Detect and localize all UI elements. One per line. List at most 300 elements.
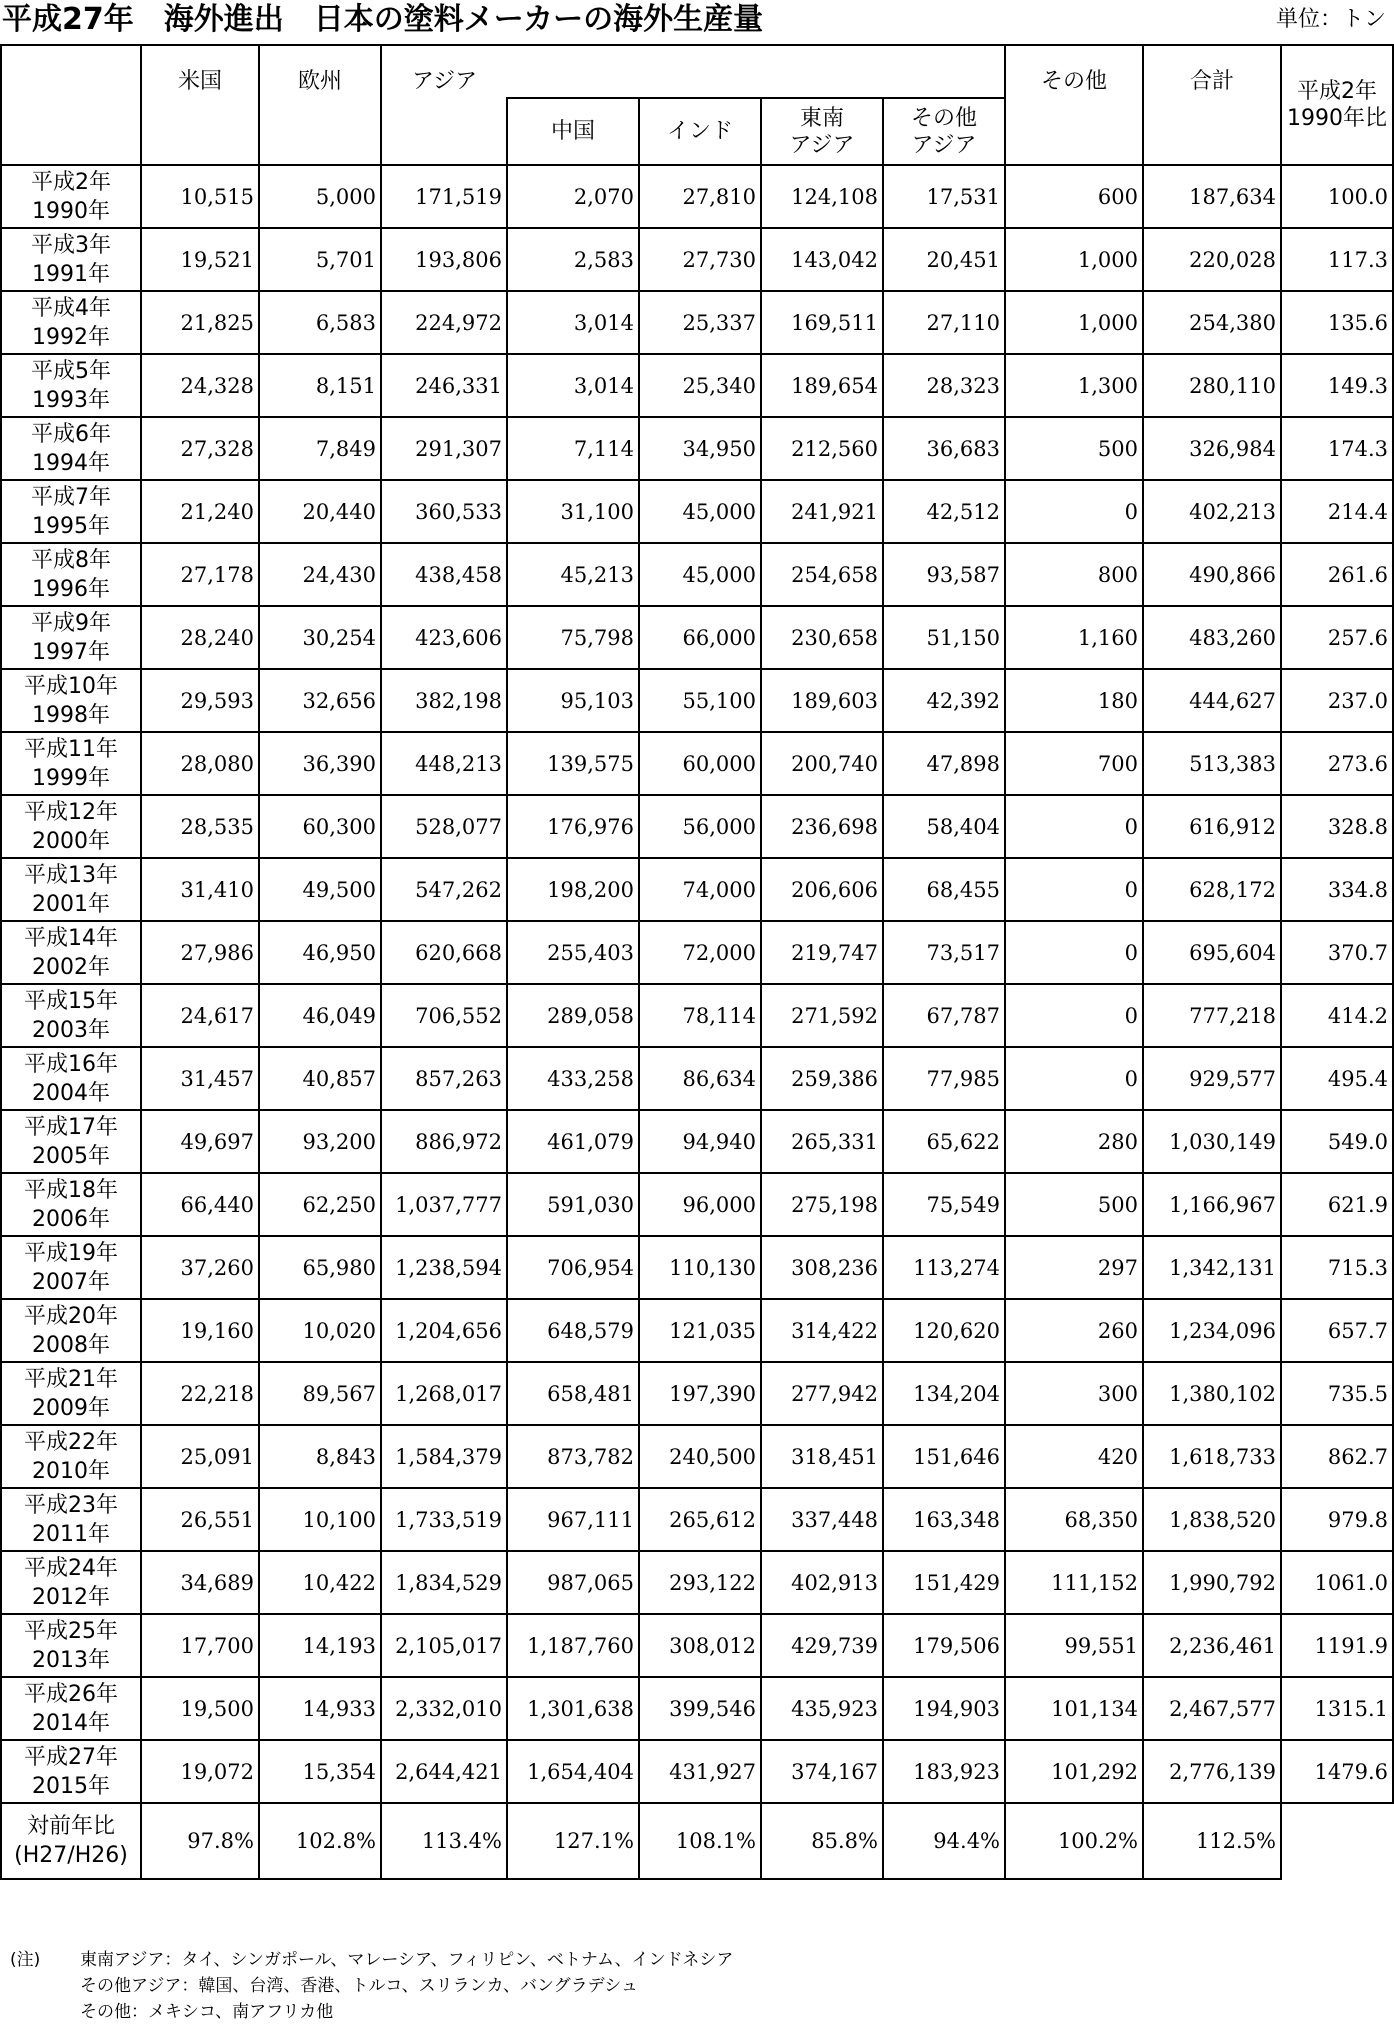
value-cell: 25,340 bbox=[639, 354, 761, 417]
year-label: 1996年 bbox=[32, 576, 110, 602]
era-label: 平成5年 bbox=[31, 358, 111, 384]
year-cell bbox=[1, 1551, 141, 1614]
value-cell: 120,620 bbox=[883, 1299, 1005, 1362]
value-cell: 75,549 bbox=[883, 1173, 1005, 1236]
value-cell: 1,000 bbox=[1005, 228, 1143, 291]
value-cell: 224,972 bbox=[381, 291, 507, 354]
header-oasia-line2: アジア bbox=[911, 132, 977, 158]
value-cell: 800 bbox=[1005, 543, 1143, 606]
yoy-row bbox=[1, 1803, 1393, 1879]
table-row bbox=[1, 732, 1393, 795]
value-cell: 10,020 bbox=[259, 1299, 381, 1362]
value-cell: 30,254 bbox=[259, 606, 381, 669]
year-label: 2007年 bbox=[32, 1269, 110, 1295]
era-label: 平成22年 bbox=[24, 1429, 118, 1455]
value-cell: 1,204,656 bbox=[381, 1299, 507, 1362]
year-label: 1999年 bbox=[32, 765, 110, 791]
value-cell: 151,646 bbox=[883, 1425, 1005, 1488]
value-cell: 19,160 bbox=[141, 1299, 259, 1362]
value-cell: 163,348 bbox=[883, 1488, 1005, 1551]
table-row bbox=[1, 543, 1393, 606]
value-cell: 246,331 bbox=[381, 354, 507, 417]
value-cell: 220,028 bbox=[1143, 228, 1281, 291]
header-asia-spacer bbox=[381, 98, 507, 165]
table-row bbox=[1, 228, 1393, 291]
value-cell: 171,519 bbox=[381, 165, 507, 228]
value-cell: 423,606 bbox=[381, 606, 507, 669]
value-cell: 51,150 bbox=[883, 606, 1005, 669]
value-cell: 62,250 bbox=[259, 1173, 381, 1236]
year-cell bbox=[1, 1173, 141, 1236]
value-cell: 370.7 bbox=[1281, 921, 1393, 984]
value-cell: 0 bbox=[1005, 795, 1143, 858]
unit-label: 単位：トン bbox=[1275, 7, 1386, 32]
value-cell: 174.3 bbox=[1281, 417, 1393, 480]
value-cell: 5,701 bbox=[259, 228, 381, 291]
value-cell: 68,455 bbox=[883, 858, 1005, 921]
header-china: 中国 bbox=[507, 98, 639, 165]
value-cell: 111,152 bbox=[1005, 1551, 1143, 1614]
value-cell: 75,798 bbox=[507, 606, 639, 669]
era-label: 平成15年 bbox=[24, 988, 118, 1014]
value-cell: 25,091 bbox=[141, 1425, 259, 1488]
value-cell: 695,604 bbox=[1143, 921, 1281, 984]
year-label: 2001年 bbox=[32, 891, 110, 917]
value-cell: 862.7 bbox=[1281, 1425, 1393, 1488]
value-cell: 328.8 bbox=[1281, 795, 1393, 858]
value-cell: 549.0 bbox=[1281, 1110, 1393, 1173]
value-cell: 46,049 bbox=[259, 984, 381, 1047]
table-row bbox=[1, 1740, 1393, 1803]
year-label: 2011年 bbox=[32, 1521, 110, 1547]
year-cell bbox=[1, 1425, 141, 1488]
value-cell: 1191.9 bbox=[1281, 1614, 1393, 1677]
value-cell: 2,583 bbox=[507, 228, 639, 291]
year-cell bbox=[1, 480, 141, 543]
value-cell: 0 bbox=[1005, 921, 1143, 984]
value-cell: 17,531 bbox=[883, 165, 1005, 228]
value-cell: 0 bbox=[1005, 858, 1143, 921]
value-cell: 27,178 bbox=[141, 543, 259, 606]
production-table bbox=[0, 44, 1394, 1880]
value-cell: 1,268,017 bbox=[381, 1362, 507, 1425]
value-cell: 73,517 bbox=[883, 921, 1005, 984]
year-cell bbox=[1, 606, 141, 669]
table-row bbox=[1, 1362, 1393, 1425]
value-cell: 271,592 bbox=[761, 984, 883, 1047]
value-cell: 187,634 bbox=[1143, 165, 1281, 228]
value-cell: 10,100 bbox=[259, 1488, 381, 1551]
value-cell: 240,500 bbox=[639, 1425, 761, 1488]
value-cell: 99,551 bbox=[1005, 1614, 1143, 1677]
value-cell: 96,000 bbox=[639, 1173, 761, 1236]
value-cell: 2,644,421 bbox=[381, 1740, 507, 1803]
era-label: 平成10年 bbox=[24, 673, 118, 699]
header-other: その他 bbox=[1005, 45, 1143, 165]
era-label: 平成14年 bbox=[24, 925, 118, 951]
value-cell: 3,014 bbox=[507, 291, 639, 354]
value-cell: 500 bbox=[1005, 417, 1143, 480]
value-cell: 254,380 bbox=[1143, 291, 1281, 354]
value-cell: 2,332,010 bbox=[381, 1677, 507, 1740]
era-label: 平成3年 bbox=[31, 232, 111, 258]
table-row bbox=[1, 1110, 1393, 1173]
value-cell: 337,448 bbox=[761, 1488, 883, 1551]
value-cell: 483,260 bbox=[1143, 606, 1281, 669]
value-cell: 277,942 bbox=[761, 1362, 883, 1425]
value-cell: 513,383 bbox=[1143, 732, 1281, 795]
yoy-value-cell: 112.5% bbox=[1143, 1803, 1281, 1879]
era-label: 平成11年 bbox=[24, 736, 118, 762]
yoy-value-cell: 127.1% bbox=[507, 1803, 639, 1879]
era-label: 平成27年 bbox=[24, 1744, 118, 1770]
value-cell: 19,072 bbox=[141, 1740, 259, 1803]
value-cell: 0 bbox=[1005, 480, 1143, 543]
value-cell: 1061.0 bbox=[1281, 1551, 1393, 1614]
value-cell: 886,972 bbox=[381, 1110, 507, 1173]
yoy-label-cell bbox=[1, 1803, 141, 1879]
header-ratio-line1: 平成2年 bbox=[1297, 79, 1378, 104]
value-cell: 6,583 bbox=[259, 291, 381, 354]
value-cell: 45,213 bbox=[507, 543, 639, 606]
value-cell: 1,187,760 bbox=[507, 1614, 639, 1677]
value-cell: 17,700 bbox=[141, 1614, 259, 1677]
value-cell: 180 bbox=[1005, 669, 1143, 732]
value-cell: 20,440 bbox=[259, 480, 381, 543]
value-cell: 28,240 bbox=[141, 606, 259, 669]
value-cell: 134,204 bbox=[883, 1362, 1005, 1425]
value-cell: 706,552 bbox=[381, 984, 507, 1047]
value-cell: 200,740 bbox=[761, 732, 883, 795]
value-cell: 308,236 bbox=[761, 1236, 883, 1299]
value-cell: 706,954 bbox=[507, 1236, 639, 1299]
value-cell: 93,200 bbox=[259, 1110, 381, 1173]
value-cell: 1,160 bbox=[1005, 606, 1143, 669]
value-cell: 77,985 bbox=[883, 1047, 1005, 1110]
era-label: 平成19年 bbox=[24, 1240, 118, 1266]
value-cell: 500 bbox=[1005, 1173, 1143, 1236]
table-row bbox=[1, 795, 1393, 858]
table-row bbox=[1, 984, 1393, 1047]
header-sea-line1: 東南 bbox=[799, 105, 844, 131]
value-cell: 289,058 bbox=[507, 984, 639, 1047]
value-cell: 293,122 bbox=[639, 1551, 761, 1614]
value-cell: 65,980 bbox=[259, 1236, 381, 1299]
value-cell: 273.6 bbox=[1281, 732, 1393, 795]
value-cell: 0 bbox=[1005, 1047, 1143, 1110]
value-cell: 14,193 bbox=[259, 1614, 381, 1677]
value-cell: 420 bbox=[1005, 1425, 1143, 1488]
value-cell: 31,100 bbox=[507, 480, 639, 543]
value-cell: 31,457 bbox=[141, 1047, 259, 1110]
value-cell: 382,198 bbox=[381, 669, 507, 732]
era-label: 平成7年 bbox=[31, 484, 111, 510]
value-cell: 19,521 bbox=[141, 228, 259, 291]
value-cell: 435,923 bbox=[761, 1677, 883, 1740]
value-cell: 29,593 bbox=[141, 669, 259, 732]
footnote-line: その他アジア：韓国、台湾、香港、トルコ、スリランカ、バングラデシュ bbox=[80, 1976, 638, 1996]
value-cell: 241,921 bbox=[761, 480, 883, 543]
value-cell: 183,923 bbox=[883, 1740, 1005, 1803]
value-cell: 402,213 bbox=[1143, 480, 1281, 543]
era-label: 平成24年 bbox=[24, 1555, 118, 1581]
yoy-label-line2: (H27/H26) bbox=[14, 1843, 128, 1868]
value-cell: 621.9 bbox=[1281, 1173, 1393, 1236]
year-cell bbox=[1, 795, 141, 858]
value-cell: 275,198 bbox=[761, 1173, 883, 1236]
value-cell: 0 bbox=[1005, 984, 1143, 1047]
value-cell: 121,035 bbox=[639, 1299, 761, 1362]
header-usa: 米国 bbox=[141, 45, 259, 165]
table-row bbox=[1, 858, 1393, 921]
era-label: 平成26年 bbox=[24, 1681, 118, 1707]
value-cell: 1,838,520 bbox=[1143, 1488, 1281, 1551]
value-cell: 254,658 bbox=[761, 543, 883, 606]
year-cell bbox=[1, 417, 141, 480]
value-cell: 360,533 bbox=[381, 480, 507, 543]
value-cell: 10,515 bbox=[141, 165, 259, 228]
value-cell: 189,603 bbox=[761, 669, 883, 732]
value-cell: 326,984 bbox=[1143, 417, 1281, 480]
header-ratio-line2: 1990年比 bbox=[1287, 106, 1388, 131]
value-cell: 1,584,379 bbox=[381, 1425, 507, 1488]
year-cell bbox=[1, 1677, 141, 1740]
year-cell bbox=[1, 669, 141, 732]
value-cell: 777,218 bbox=[1143, 984, 1281, 1047]
value-cell: 124,108 bbox=[761, 165, 883, 228]
era-label: 平成25年 bbox=[24, 1618, 118, 1644]
table-row bbox=[1, 165, 1393, 228]
value-cell: 193,806 bbox=[381, 228, 507, 291]
value-cell: 24,328 bbox=[141, 354, 259, 417]
year-cell bbox=[1, 921, 141, 984]
value-cell: 19,500 bbox=[141, 1677, 259, 1740]
year-cell bbox=[1, 1740, 141, 1803]
era-label: 平成8年 bbox=[31, 547, 111, 573]
value-cell: 22,218 bbox=[141, 1362, 259, 1425]
footnote-line: その他：メキシコ、南アフリカ他 bbox=[80, 2002, 334, 2022]
value-cell: 15,354 bbox=[259, 1740, 381, 1803]
header-india: インド bbox=[639, 98, 761, 165]
value-cell: 490,866 bbox=[1143, 543, 1281, 606]
value-cell: 34,689 bbox=[141, 1551, 259, 1614]
value-cell: 257.6 bbox=[1281, 606, 1393, 669]
value-cell: 2,070 bbox=[507, 165, 639, 228]
value-cell: 14,933 bbox=[259, 1677, 381, 1740]
year-label: 2003年 bbox=[32, 1017, 110, 1043]
value-cell: 149.3 bbox=[1281, 354, 1393, 417]
table-row bbox=[1, 921, 1393, 984]
value-cell: 10,422 bbox=[259, 1551, 381, 1614]
value-cell: 42,392 bbox=[883, 669, 1005, 732]
header-sea-line2: アジア bbox=[789, 132, 855, 158]
table-row bbox=[1, 417, 1393, 480]
table-row bbox=[1, 1551, 1393, 1614]
value-cell: 25,337 bbox=[639, 291, 761, 354]
year-label: 2002年 bbox=[32, 954, 110, 980]
header-other-asia bbox=[883, 98, 1005, 165]
year-cell bbox=[1, 1614, 141, 1677]
year-label: 1998年 bbox=[32, 702, 110, 728]
value-cell: 169,511 bbox=[761, 291, 883, 354]
year-label: 2015年 bbox=[32, 1773, 110, 1799]
year-cell bbox=[1, 543, 141, 606]
value-cell: 86,634 bbox=[639, 1047, 761, 1110]
value-cell: 219,747 bbox=[761, 921, 883, 984]
value-cell: 616,912 bbox=[1143, 795, 1281, 858]
value-cell: 24,430 bbox=[259, 543, 381, 606]
value-cell: 495.4 bbox=[1281, 1047, 1393, 1110]
yoy-value-cell: 100.2% bbox=[1005, 1803, 1143, 1879]
value-cell: 715.3 bbox=[1281, 1236, 1393, 1299]
value-cell: 1,990,792 bbox=[1143, 1551, 1281, 1614]
value-cell: 1,618,733 bbox=[1143, 1425, 1281, 1488]
table-row bbox=[1, 1488, 1393, 1551]
table-row bbox=[1, 1173, 1393, 1236]
value-cell: 101,134 bbox=[1005, 1677, 1143, 1740]
value-cell: 194,903 bbox=[883, 1677, 1005, 1740]
value-cell: 237.0 bbox=[1281, 669, 1393, 732]
table-row bbox=[1, 1047, 1393, 1110]
value-cell: 657.7 bbox=[1281, 1299, 1393, 1362]
value-cell: 7,114 bbox=[507, 417, 639, 480]
value-cell: 1,300 bbox=[1005, 354, 1143, 417]
yoy-value-cell: 97.8% bbox=[141, 1803, 259, 1879]
value-cell: 1,030,149 bbox=[1143, 1110, 1281, 1173]
value-cell: 27,986 bbox=[141, 921, 259, 984]
yoy-value-cell: 113.4% bbox=[381, 1803, 507, 1879]
value-cell: 101,292 bbox=[1005, 1740, 1143, 1803]
year-label: 2006年 bbox=[32, 1206, 110, 1232]
value-cell: 1,000 bbox=[1005, 291, 1143, 354]
table-row bbox=[1, 354, 1393, 417]
value-cell: 27,730 bbox=[639, 228, 761, 291]
value-cell: 40,857 bbox=[259, 1047, 381, 1110]
header-corner bbox=[1, 45, 141, 165]
year-label: 2000年 bbox=[32, 828, 110, 854]
era-label: 平成12年 bbox=[24, 799, 118, 825]
table-row bbox=[1, 1299, 1393, 1362]
table-body bbox=[1, 165, 1393, 1879]
yoy-label-line1: 対前年比 bbox=[26, 1814, 115, 1839]
value-cell: 334.8 bbox=[1281, 858, 1393, 921]
yoy-value-cell: 94.4% bbox=[883, 1803, 1005, 1879]
value-cell: 236,698 bbox=[761, 795, 883, 858]
table-row bbox=[1, 1236, 1393, 1299]
value-cell: 402,913 bbox=[761, 1551, 883, 1614]
year-label: 2005年 bbox=[32, 1143, 110, 1169]
value-cell: 7,849 bbox=[259, 417, 381, 480]
value-cell: 1,301,638 bbox=[507, 1677, 639, 1740]
value-cell: 300 bbox=[1005, 1362, 1143, 1425]
value-cell: 1,037,777 bbox=[381, 1173, 507, 1236]
value-cell: 117.3 bbox=[1281, 228, 1393, 291]
year-label: 1997年 bbox=[32, 639, 110, 665]
table-row bbox=[1, 669, 1393, 732]
value-cell: 24,617 bbox=[141, 984, 259, 1047]
value-cell: 113,274 bbox=[883, 1236, 1005, 1299]
year-label: 2009年 bbox=[32, 1395, 110, 1421]
era-label: 平成4年 bbox=[31, 295, 111, 321]
value-cell: 2,236,461 bbox=[1143, 1614, 1281, 1677]
value-cell: 2,105,017 bbox=[381, 1614, 507, 1677]
value-cell: 46,950 bbox=[259, 921, 381, 984]
yoy-value-cell: 85.8% bbox=[761, 1803, 883, 1879]
value-cell: 433,258 bbox=[507, 1047, 639, 1110]
value-cell: 230,658 bbox=[761, 606, 883, 669]
year-cell bbox=[1, 1488, 141, 1551]
value-cell: 600 bbox=[1005, 165, 1143, 228]
value-cell: 5,000 bbox=[259, 165, 381, 228]
value-cell: 2,467,577 bbox=[1143, 1677, 1281, 1740]
value-cell: 318,451 bbox=[761, 1425, 883, 1488]
value-cell: 255,403 bbox=[507, 921, 639, 984]
header-europe: 欧州 bbox=[259, 45, 381, 165]
value-cell: 547,262 bbox=[381, 858, 507, 921]
footnotes bbox=[10, 1947, 733, 2025]
year-label: 1991年 bbox=[32, 261, 110, 287]
value-cell: 45,000 bbox=[639, 480, 761, 543]
value-cell: 414.2 bbox=[1281, 984, 1393, 1047]
value-cell: 280 bbox=[1005, 1110, 1143, 1173]
value-cell: 20,451 bbox=[883, 228, 1005, 291]
value-cell: 27,110 bbox=[883, 291, 1005, 354]
value-cell: 3,014 bbox=[507, 354, 639, 417]
year-cell bbox=[1, 354, 141, 417]
year-label: 2014年 bbox=[32, 1710, 110, 1736]
year-label: 1994年 bbox=[32, 450, 110, 476]
era-label: 平成18年 bbox=[24, 1177, 118, 1203]
value-cell: 448,213 bbox=[381, 732, 507, 795]
value-cell: 189,654 bbox=[761, 354, 883, 417]
table-row bbox=[1, 291, 1393, 354]
value-cell: 528,077 bbox=[381, 795, 507, 858]
value-cell: 66,000 bbox=[639, 606, 761, 669]
value-cell: 8,843 bbox=[259, 1425, 381, 1488]
year-label: 2008年 bbox=[32, 1332, 110, 1358]
table-row bbox=[1, 1614, 1393, 1677]
table-row bbox=[1, 1425, 1393, 1488]
value-cell: 873,782 bbox=[507, 1425, 639, 1488]
era-label: 平成6年 bbox=[31, 421, 111, 447]
value-cell: 58,404 bbox=[883, 795, 1005, 858]
value-cell: 32,656 bbox=[259, 669, 381, 732]
footnote-line: 東南アジア：タイ、シンガポール、マレーシア、フィリピン、ベトナム、インドネシア bbox=[80, 1950, 734, 1970]
value-cell: 444,627 bbox=[1143, 669, 1281, 732]
yoy-empty-cell bbox=[1281, 1803, 1393, 1879]
value-cell: 8,151 bbox=[259, 354, 381, 417]
value-cell: 139,575 bbox=[507, 732, 639, 795]
value-cell: 60,000 bbox=[639, 732, 761, 795]
value-cell: 431,927 bbox=[639, 1740, 761, 1803]
value-cell: 143,042 bbox=[761, 228, 883, 291]
value-cell: 34,950 bbox=[639, 417, 761, 480]
year-label: 1993年 bbox=[32, 387, 110, 413]
value-cell: 68,350 bbox=[1005, 1488, 1143, 1551]
value-cell: 260 bbox=[1005, 1299, 1143, 1362]
page-title: 平成27年 海外進出 日本の塗料メーカーの海外生産量 bbox=[2, 2, 764, 37]
value-cell: 47,898 bbox=[883, 732, 1005, 795]
value-cell: 100.0 bbox=[1281, 165, 1393, 228]
value-cell: 31,410 bbox=[141, 858, 259, 921]
year-label: 2013年 bbox=[32, 1647, 110, 1673]
value-cell: 735.5 bbox=[1281, 1362, 1393, 1425]
value-cell: 1,234,096 bbox=[1143, 1299, 1281, 1362]
value-cell: 49,697 bbox=[141, 1110, 259, 1173]
era-label: 平成9年 bbox=[31, 610, 111, 636]
value-cell: 60,300 bbox=[259, 795, 381, 858]
yoy-value-cell: 108.1% bbox=[639, 1803, 761, 1879]
